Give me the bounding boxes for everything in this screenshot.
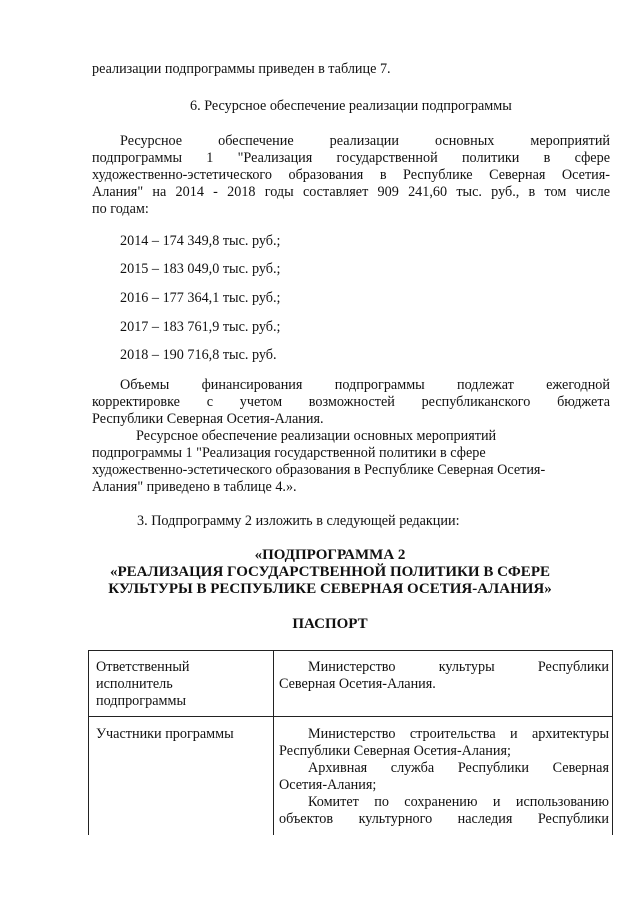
para1-line: Алания" на 2014 - 2018 годы составляет 909 241,60 тыс. руб., в том числе xyxy=(92,184,610,200)
table-cell-value: Министерство культуры Республики xyxy=(308,659,609,675)
year-amount: 2016 – 177 364,1 тыс. руб.; xyxy=(120,290,281,306)
para1-line: по годам: xyxy=(92,201,149,217)
para4: 3. Подпрограмму 2 изложить в следующей редакции: xyxy=(137,513,460,529)
table-cell-value: объектов культурного наследия Республики xyxy=(279,811,609,827)
year-amount: 2015 – 183 049,0 тыс. руб.; xyxy=(120,261,281,277)
subprogram-title-line: «РЕАЛИЗАЦИЯ ГОСУДАРСТВЕННОЙ ПОЛИТИКИ В СФЕРЕ xyxy=(110,564,550,580)
para1-line: Ресурсное обеспечение реализации основных мероприятий xyxy=(120,133,610,149)
table-cell-value: Республики Северная Осетия-Алания; xyxy=(279,743,511,759)
para3-line: Ресурсное обеспечение реализации основных мероприятий xyxy=(136,428,497,444)
table-cell-label: Ответственный xyxy=(96,659,190,675)
table-border-mid xyxy=(273,650,274,835)
table-cell-label: подпрограммы xyxy=(96,693,186,709)
para2-line: Объемы финансирования подпрограммы подлежат ежегодной xyxy=(120,377,610,393)
section-heading: 6. Ресурсное обеспечение реализации подпрограммы xyxy=(190,98,512,114)
para3-line: Алания" приведено в таблице 4.». xyxy=(92,479,297,495)
table-border-right xyxy=(612,650,613,835)
table-border-left xyxy=(88,650,89,835)
para3-line: подпрограммы 1 "Реализация государственной политики в сфере xyxy=(92,445,486,461)
table-cell-value: Северная Осетия-Алания. xyxy=(279,676,436,692)
table-border-row xyxy=(88,716,613,717)
table-cell-label: исполнитель xyxy=(96,676,173,692)
table-cell-value: Министерство строительства и архитектуры xyxy=(308,726,609,742)
para1-line: подпрограммы 1 "Реализация государственной политики в сфере xyxy=(92,150,610,166)
table-cell-value: Осетия-Алания; xyxy=(279,777,377,793)
passport-heading: ПАСПОРТ xyxy=(292,616,368,632)
year-amount: 2017 – 183 761,9 тыс. руб.; xyxy=(120,319,281,335)
year-amount: 2014 – 174 349,8 тыс. руб.; xyxy=(120,233,281,249)
para1-line: художественно-эстетического образования в Республике Северная Осетия- xyxy=(92,167,610,183)
year-amount: 2018 – 190 716,8 тыс. руб. xyxy=(120,347,277,363)
para2-line: корректировке с учетом возможностей республиканского бюджета xyxy=(92,394,610,410)
table-cell-label: Участники программы xyxy=(96,726,234,742)
table-cell-value: Комитет по сохранению и использованию xyxy=(308,794,609,810)
table-cell-value: Архивная служба Республики Северная xyxy=(308,760,609,776)
subprogram-title-line: «ПОДПРОГРАММА 2 xyxy=(254,547,406,563)
subprogram-title-line: КУЛЬТУРЫ В РЕСПУБЛИКЕ СЕВЕРНАЯ ОСЕТИЯ-АЛАНИЯ» xyxy=(108,581,552,597)
para3-line: художественно-эстетического образования в Республике Северная Осетия- xyxy=(92,462,546,478)
intro-tail: реализации подпрограммы приведен в таблице 7. xyxy=(92,61,391,77)
para2-line: Республики Северная Осетия-Алания. xyxy=(92,411,324,427)
table-border-top xyxy=(88,650,613,651)
